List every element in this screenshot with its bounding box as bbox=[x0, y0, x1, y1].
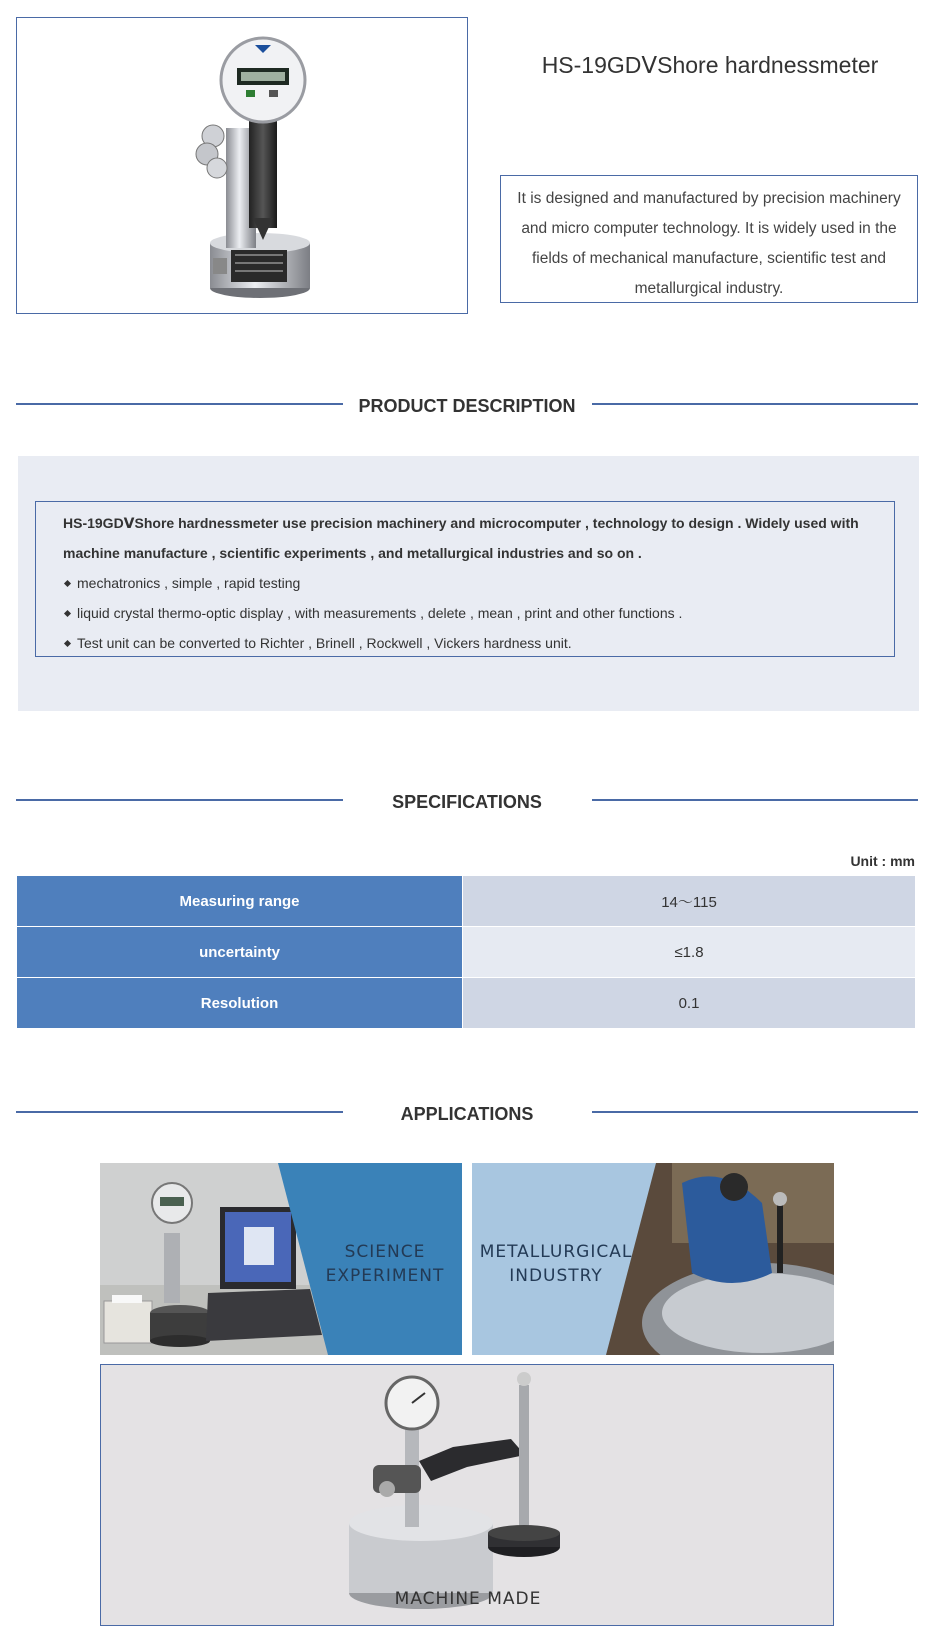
table-row bbox=[17, 876, 916, 927]
feature-item bbox=[63, 628, 867, 658]
feature-text: liquid crystal thermo-optic display , with measurements , delete , mean , print and other functions . bbox=[77, 605, 683, 621]
description-box bbox=[35, 501, 895, 657]
specifications-table bbox=[16, 875, 916, 1029]
application-tile-science bbox=[100, 1163, 462, 1355]
spec-key: Resolution bbox=[17, 978, 463, 1029]
diamond-bullet-icon bbox=[64, 579, 71, 586]
hardness-tester-photo-icon bbox=[17, 18, 468, 314]
spec-value: ≤1.8 bbox=[463, 927, 916, 978]
unit-label: Unit : mm bbox=[850, 853, 915, 869]
application-label-metallurgical: METALLURGICAL INDUSTRY bbox=[479, 1242, 633, 1286]
table-row bbox=[17, 978, 916, 1029]
section-title-specifications: SPECIFICATIONS bbox=[392, 792, 542, 812]
table-row bbox=[17, 927, 916, 978]
product-intro: It is designed and manufactured by precision machinery and micro computer technology. It is widely used in the fields of mechanical manufacture, scientific test and metallurgical industry. bbox=[500, 175, 918, 303]
feature-text: Test unit can be converted to Richter , Brinell , Rockwell , Vickers hardness unit. bbox=[77, 635, 572, 651]
section-title-applications: APPLICATIONS bbox=[400, 1104, 534, 1124]
spec-value: 0.1 bbox=[463, 978, 916, 1029]
spec-value: 14～115 bbox=[463, 876, 916, 927]
diamond-bullet-icon bbox=[64, 609, 71, 616]
description-lead: HS-19GDⅤShore hardnessmeter use precision machinery and microcomputer , technology to design . Widely used with machine manufacture , scientific experiments , and metallurgical industries and so on . bbox=[63, 515, 859, 561]
application-label-machine: MACHINE MADE bbox=[394, 1589, 542, 1609]
product-photo bbox=[16, 17, 468, 314]
application-label-science: SCIENCE EXPERIMENT bbox=[325, 1242, 445, 1286]
feature-item bbox=[63, 568, 867, 598]
application-tile-metallurgical bbox=[472, 1163, 834, 1355]
spec-key: uncertainty bbox=[17, 927, 463, 978]
spec-key: Measuring range bbox=[17, 876, 463, 927]
feature-item bbox=[63, 598, 867, 628]
feature-text: mechatronics , simple , rapid testing bbox=[77, 575, 301, 591]
diamond-bullet-icon bbox=[64, 639, 71, 646]
application-tile-machine bbox=[100, 1364, 834, 1626]
product-title: HS-19GDⅤShore hardnessmeter bbox=[541, 52, 879, 78]
section-title-description: PRODUCT DESCRIPTION bbox=[358, 396, 576, 416]
